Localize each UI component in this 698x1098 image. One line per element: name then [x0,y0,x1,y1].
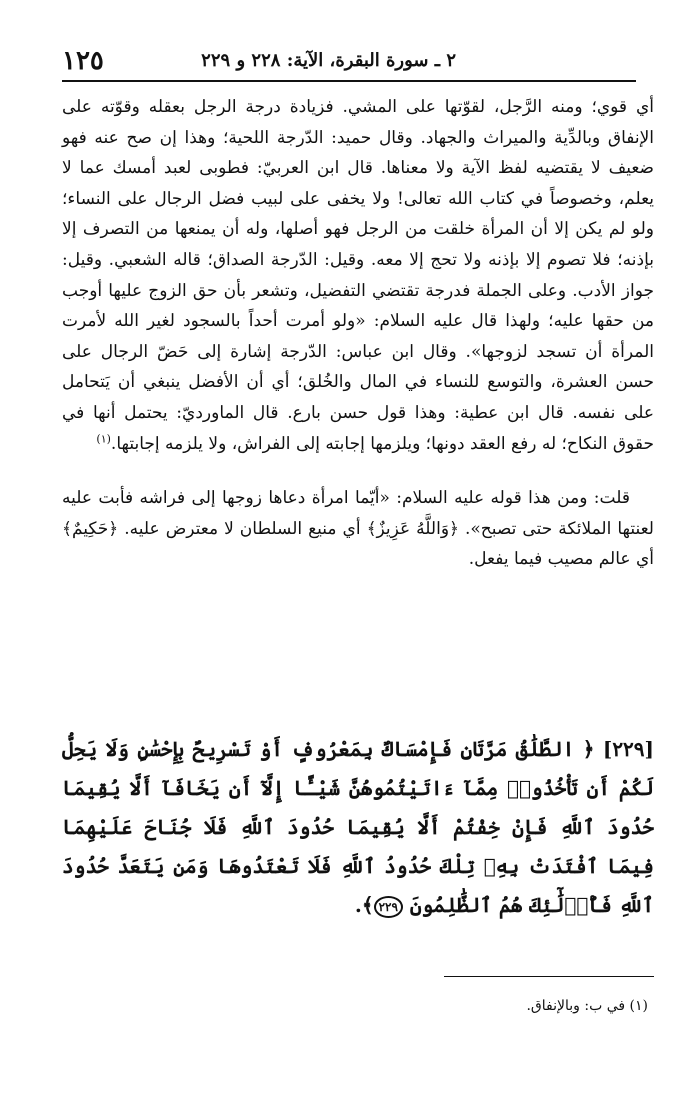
quran-verse-block [62,730,654,925]
ayah-end-marker: ٢٢٩ [374,896,403,918]
commentary-paragraph-1-text: أي قوي؛ ومنه الرَّجل، لقوّتها على المشي. فزيادة درجة الرجل بعقله وقوّته على الإنفاق وبالدِّية والميراث والجهاد. وقال حميد: الدّرجة اللحية؛ وهذا إن صح عنه فهو ضعيف لا يقتضيه لفظ الآية ولا معناها. قال ابن العربيّ: فطوبى لعبد أمسك عما لا يعلم، وخصوصاً في كتاب الله تعالى! ولا يخفى على لبيب فضل الرجال على النساء؛ ولو لم يكن إلا أن المرأة خلقت من الرجل فهو أصلها، وله أن يمنعها من التصرف إلا بإذنه؛ فلا تصوم إلا بإذنه ولا تحج إلا معه. وقيل: الدّرجة الصداق؛ قاله الشعبي. وقيل: جواز الأدب. وعلى الجملة فدرجة تقتضي التفضيل، وتشعر بأن حق الزوج عليها أوجب من حقها عليه؛ ولهذا قال عليه السلام: «ولو أمرت أحداً بالسجود لغير الله لأمرت المرأة أن تسجد لزوجها». وقال ابن عباس: الدّرجة إشارة إلى حَضّ الرجال على حسن العشرة، والتوسع للنساء في المال والخُلق؛ أي أن الأفضل ينبغي أن يَتحامل على نفسه. قال ابن عطية: وهذا قول حسن بارع. قال الماورديّ: يحتمل أنها في حقوق النكاح؛ له رفع العقد دونها؛ ويلزمها إجابته إلى الفراش، ولا يلزمه إجابتها. [62,97,654,454]
commentary-body [62,92,654,575]
page-header [62,40,636,82]
verse-closing: ﴾. [354,893,374,917]
footnote: (١) في ب: وبالإنفاق. [526,998,648,1014]
running-title: ٢ ـ سورة البقرة، الآية: ٢٢٨ و ٢٢٩ [201,50,456,71]
verse-text: ﴿ الطَّلَٰقُ مَرَّتَانِ فَإِمْسَاكٌ بِمَعْرُوفٍ أَوْ تَسْرِيحٌ بِإِحْسَٰنٍ وَلَا يَحِلُّ لَكُمْ أَن تَأْخُذُوا۟ مِمَّآ ءَاتَيْتُمُوهُنَّ شَيْـًٔا إِلَّآ أَن يَخَافَآ أَلَّا يُقِيمَا حُدُودَ ٱللَّهِ فَإِنْ خِفْتُمْ أَلَّا يُقِيمَا حُدُودَ ٱللَّهِ فَلَا جُنَاحَ عَلَيْهِمَا فِيمَا ٱفْتَدَتْ بِهِۦ تِلْكَ حُدُودُ ٱللَّهِ فَلَا تَعْتَدُوهَا وَمَن يَتَعَدَّ حُدُودَ ٱللَّهِ فَأُو۟لَٰٓئِكَ هُمُ ٱلظَّٰلِمُونَ [62,737,654,917]
verse-number: [٢٢٩] [602,737,655,761]
footnote-reference: (١) [96,431,111,445]
commentary-paragraph-1 [62,92,654,459]
page-number: ١٢٥ [62,46,104,76]
commentary-paragraph-2: قلت: ومن هذا قوله عليه السلام: «أيّما امرأة دعاها زوجها إلى فراشه فأبت عليه لعنتها الملائكة حتى تصبح». ﴿وَاللَّهُ عَزِيزٌ﴾ أي منيع السلطان لا معترض عليه. ﴿حَكِيمٌ﴾ أي عالم مصيب فيما يفعل. [62,488,654,570]
footnote-divider [444,976,654,977]
